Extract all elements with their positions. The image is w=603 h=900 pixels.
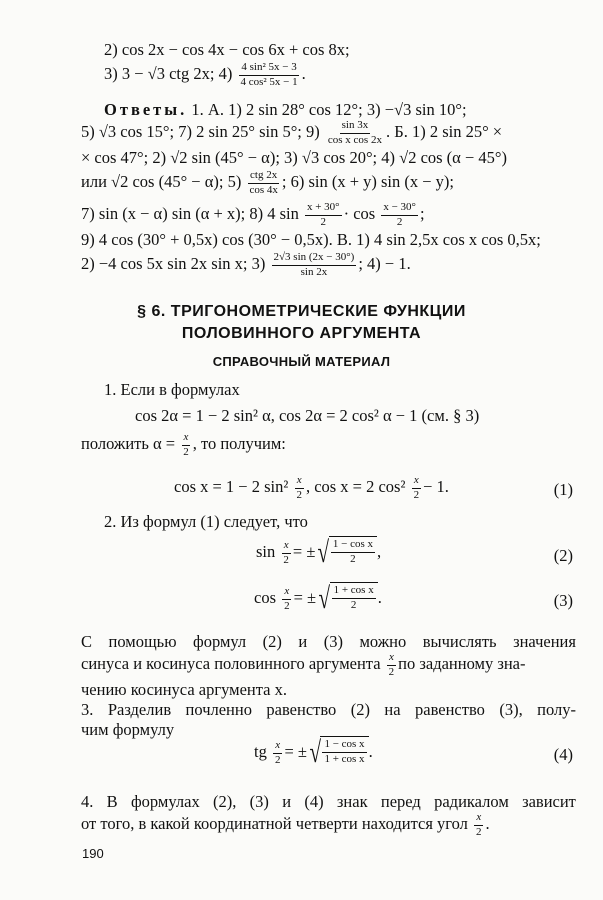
formula-double-angle: cos 2α = 1 − 2 sin² α, cos 2α = 2 cos² α − 1 (см. § 3) <box>135 406 480 425</box>
exercise-3-4: 3) 3 − √3 ctg 2x; 4) $\frac{\text{4 sin² 5x − 3}}{\text{4 cos² 5x − 1}}$ . <box>104 61 306 88</box>
paragraph-2-intro: 2. Из формул (1) следует, что <box>104 512 308 531</box>
answers-line-3: × cos 47°; 2) √2 sin (45° − α); 3) √3 cos 20°; 4) √2 cos (α − 45°) <box>81 148 507 167</box>
paragraph-5-line-1: 4. В формулах (2), (3) и (4) знак перед радикалом зависит <box>81 792 576 811</box>
paragraph-5-line-2: от того, в какой координатной четверти находится угол $\frac{x}{2}$ . <box>81 811 490 838</box>
section-subtitle: СПРАВОЧНЫЙ МАТЕРИАЛ <box>212 354 391 369</box>
section-title-line-1: § 6. ТРИГОНОМЕТРИЧЕСКИЕ ФУНКЦИИ <box>137 303 466 320</box>
radical: √ $\frac{\text{1 − cos x}}{2}$ <box>315 536 377 570</box>
paragraph-3-line-2: синуса и косинуса половинного аргумента $\frac{x}{2}$ по заданному зна- <box>81 651 526 678</box>
answers-line-1: Ответы. 1. А. 1) 2 sin 28° cos 12°; 3) −√3 sin 10°; <box>104 100 467 119</box>
answers-line-6: 9) 4 cos (30° + 0,5x) cos (30° − 0,5x). В. 1) 4 sin 2,5x cos x cos 0,5x; <box>81 230 541 249</box>
answers-line-5: 7) sin (x − α) sin (α + x); 8) 4 sin $\frac{x + 30^\circ}{2}$ · cos $\frac{x - 30^\circ}{2}$ ; <box>81 201 425 228</box>
paragraph-4-line-2: чим формулу <box>81 720 175 739</box>
formula-2: sin $\frac{x}{2}$ = ± √ $\frac{\text{1 − cos x}}{2}$ , <box>256 536 382 569</box>
radical: √ $\frac{\text{1 − cos x}}{\text{1 + cos x}}$ <box>307 736 369 770</box>
paragraph-3-line-1: С помощью формул (2) и (3) можно вычислять значения <box>81 632 576 651</box>
exercise-4-fraction: $\frac{\text{4 sin² 5x − 3}}{\text{4 cos² 5x − 1}}$ <box>240 61 298 88</box>
answers-label: Ответы. <box>104 100 188 119</box>
page-number: 190 <box>82 846 104 861</box>
radical: √ $\frac{\text{1 + cos x}}{2}$ <box>316 582 378 616</box>
equation-number-2: (2) <box>553 546 573 565</box>
section-title-line-2: ПОЛОВИННОГО АРГУМЕНТА <box>181 325 422 342</box>
formula-1: cos x = 1 − 2 sin² $\frac{x}{2}$ , cos x = 2 cos² $\frac{x}{2}$ − 1. <box>174 474 449 501</box>
paragraph-1-intro: 1. Если в формулах <box>104 380 240 399</box>
equation-number-1: (1) <box>553 480 573 499</box>
equation-number-3: (3) <box>553 591 573 610</box>
answers-line-2: 5) √3 cos 15°; 7) 2 sin 25° sin 5°; 9) $\frac{\sin 3x}{\text{cos x cos 2x}}$ . Б. 1) 2 sin 25° × <box>81 119 503 146</box>
answers-line-4: или √2 cos (45° − α); 5) $\frac{\text{ctg 2x}}{\cos 4x}$ ; 6) sin (x + y) sin (x − y); <box>81 169 454 196</box>
exercise-2: 2) cos 2x − cos 4x − cos 6x + cos 8x; <box>104 40 350 59</box>
answers-line-7: 2) −4 cos 5x sin 2x sin x; 3) $\frac{2√3 \sin (2x - 30^\circ)}{\sin 2x}$ ; 4) − 1. <box>81 251 411 278</box>
formula-3: cos $\frac{x}{2}$ = ± √ $\frac{\text{1 + cos x}}{2}$ . <box>254 582 382 615</box>
equation-number-4: (4) <box>553 745 573 764</box>
paragraph-1-substitution: положить α = $\frac{x}{2}$ , то получим: <box>81 431 286 458</box>
paragraph-4-line-1: 3. Разделив почленно равенство (2) на равенство (3), полу- <box>81 700 576 719</box>
formula-4: tg $\frac{x}{2}$ = ± √ $\frac{\text{1 − cos x}}{\text{1 + cos x}}$ . <box>254 736 373 769</box>
paragraph-3-line-3: чению косинуса аргумента x. <box>81 680 287 699</box>
